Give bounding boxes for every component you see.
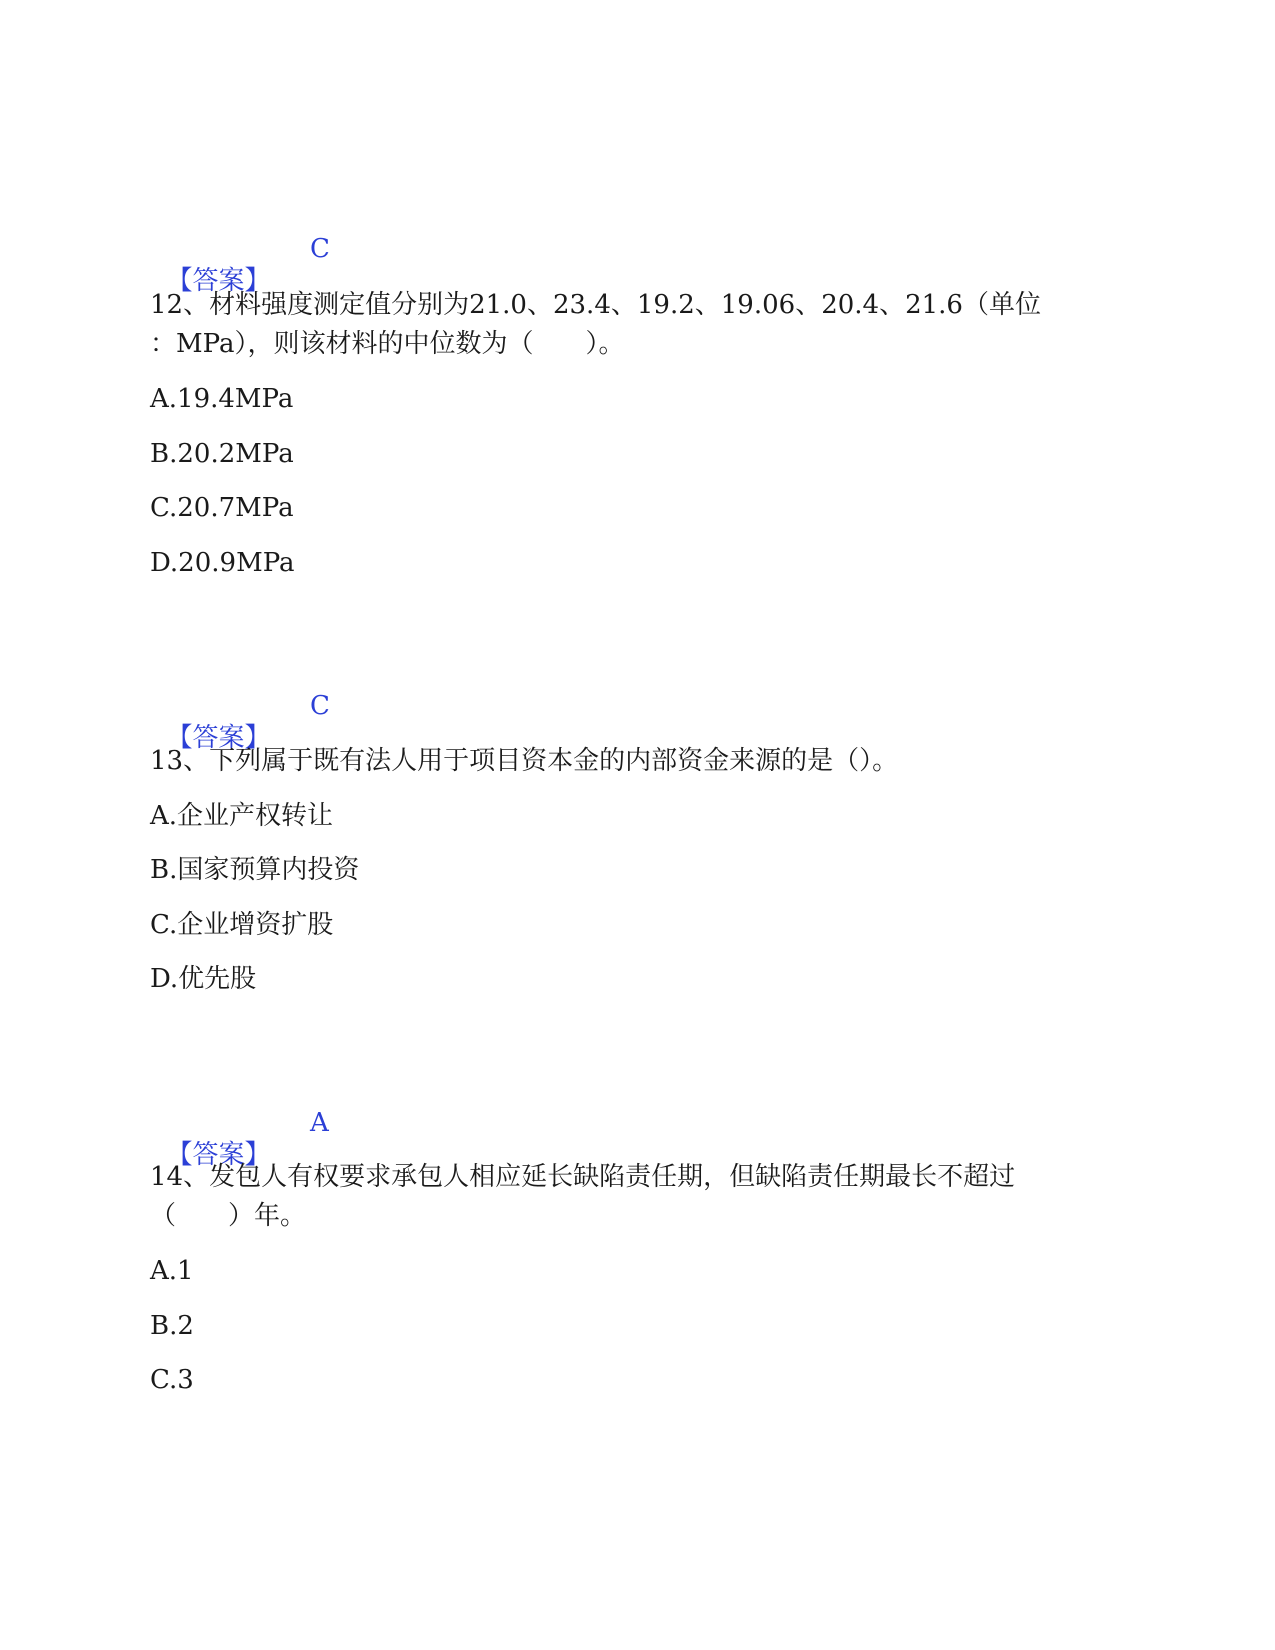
- option-14-b: B.2: [150, 1311, 194, 1341]
- question-12-line-1: 12、材料强度测定值分别为21.0、23.4、19.2、19.06、20.4、21.6（单位: [150, 290, 1041, 320]
- option-13-d: D.优先股: [150, 964, 257, 994]
- option-12-d: D.20.9MPa: [150, 548, 295, 578]
- answer-label: 【答案】: [166, 1140, 271, 1170]
- option-14-a: A.1: [150, 1256, 194, 1286]
- option-12-b: B.20.2MPa: [150, 439, 294, 469]
- option-13-a: A.企业产权转让: [150, 801, 334, 831]
- option-12-c: C.20.7MPa: [150, 493, 294, 523]
- option-14-c: C.3: [150, 1365, 194, 1395]
- question-14-line-2: （ ）年。: [150, 1201, 307, 1231]
- answer-label: 【答案】: [166, 266, 271, 296]
- answer-value: C: [310, 691, 330, 721]
- answer-label: 【答案】: [166, 723, 271, 753]
- answer-value: A: [310, 1108, 329, 1138]
- option-12-a: A.19.4MPa: [150, 384, 294, 414]
- answer-value: C: [310, 234, 330, 264]
- question-12-line-2: ：MPa），则该材料的中位数为（ ）。: [150, 329, 625, 359]
- option-13-b: B.国家预算内投资: [150, 855, 360, 885]
- question-14-line-1: 14、发包人有权要求承包人相应延长缺陷责任期，但缺陷责任期最长不超过: [150, 1162, 1016, 1192]
- option-13-c: C.企业增资扩股: [150, 910, 334, 940]
- question-13-line-1: 13、下列属于既有法人用于项目资本金的内部资金来源的是（）。: [150, 746, 899, 776]
